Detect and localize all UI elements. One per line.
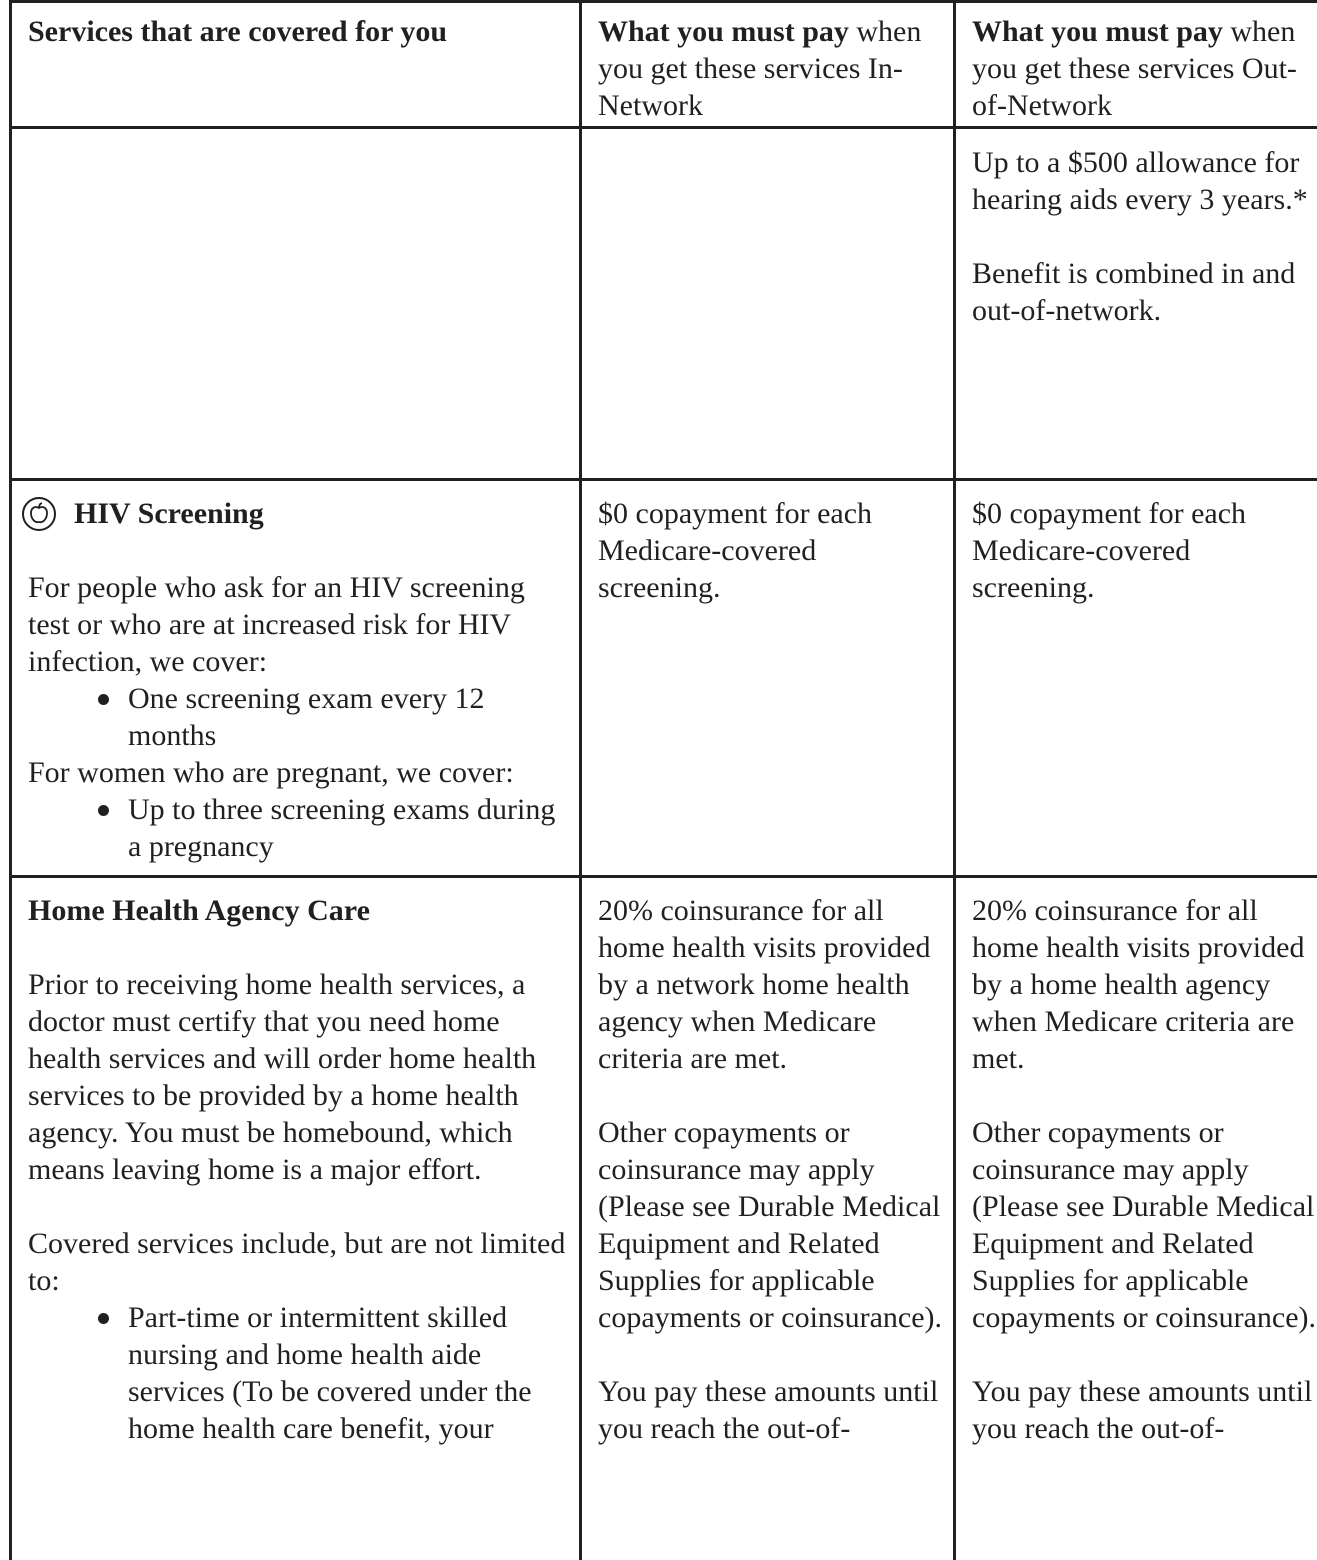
hiv-out-network-cell [955,480,1317,877]
home-health-service-cell [11,877,581,1560]
bullet-icon [98,805,109,816]
hiv-out-network-text: $0 copayment for each Medicare-covered screening. [972,497,1247,604]
hearing-allowance-text: Up to a $500 allowance for hearing aids every 3 years.* [972,146,1308,216]
hearing-out-network-cell [955,128,1317,480]
home-health-in-network-text-1: 20% coinsurance for all home health visits provided by a network home health agency when Medicare criteria are met. [598,894,931,1075]
home-health-in-network-cell [581,877,955,1560]
home-health-in-network-text-3: You pay these amounts until you reach the out-of- [598,1375,939,1445]
hiv-pregnant-intro: For women who are pregnant, we cover: [28,756,514,789]
header-in-network-rest: when you get these services In-Network [598,15,922,122]
home-health-para-2: Covered services include, but are not limited to: [28,1227,566,1297]
table-row-hiv-screening [11,480,1317,877]
home-health-in-network-text-2: Other copayments or coinsurance may apply (Please see Durable Medical Equipment and Related Supplies for applicable copayments or coinsurance). [598,1116,943,1334]
list-item [28,1299,570,1447]
home-health-out-network-text-3: You pay these amounts until you reach the out-of- [972,1375,1313,1445]
benefits-table [9,0,1317,1560]
home-health-out-network-text-2: Other copayments or coinsurance may apply (Please see Durable Medical Equipment and Related Supplies for applicable copayments or coinsurance). [972,1116,1317,1334]
header-services-label: Services that are covered for you [28,15,448,48]
hiv-intro: For people who ask for an HIV screening test or who are at increased risk for HIV infection, we cover: [28,571,525,678]
hiv-in-network-text: $0 copayment for each Medicare-covered screening. [598,497,873,604]
header-in-network-bold: What you must pay [598,15,849,48]
hiv-title-row [28,495,570,532]
bullet-icon [98,694,109,705]
hiv-bullet-2-text: Up to three screening exams during a pregnancy [128,793,556,863]
apple-icon [22,497,56,531]
hiv-service-cell [11,480,581,877]
header-services [11,2,581,128]
hiv-bullet-list-1 [28,680,570,754]
header-out-network [955,2,1317,128]
table-row-home-health [11,877,1317,1560]
home-health-out-network-text-1: 20% coinsurance for all home health visits provided by a home health agency when Medicare criteria are met. [972,894,1305,1075]
hiv-bullet-1-text: One screening exam every 12 months [128,682,485,752]
hearing-in-network-cell [581,128,955,480]
header-out-network-bold: What you must pay [972,15,1223,48]
hiv-in-network-cell [581,480,955,877]
table-header-row [11,2,1317,128]
hiv-title: HIV Screening [74,497,264,530]
header-in-network [581,2,955,128]
table-row-hearing-aids [11,128,1317,480]
home-health-title: Home Health Agency Care [28,894,370,927]
bullet-icon [98,1313,109,1324]
hearing-service-cell [11,128,581,480]
home-health-bullet-1-text: Part-time or intermittent skilled nursing and home health aide services (To be covered under the home health care benefit, your [128,1301,532,1445]
home-health-para-1: Prior to receiving home health services, a doctor must certify that you need home health services and will order home health services to be provided by a home health agency. You must be homebound, which means leaving home is a major effort. [28,968,537,1186]
home-health-out-network-cell [955,877,1317,1560]
list-item [28,680,570,754]
list-item [28,791,570,865]
header-out-network-rest: when you get these services Out-of-Network [972,15,1297,122]
hiv-bullet-list-2 [28,791,570,865]
hearing-combined-text: Benefit is combined in and out-of-network. [972,257,1296,327]
home-health-bullet-list [28,1299,570,1447]
